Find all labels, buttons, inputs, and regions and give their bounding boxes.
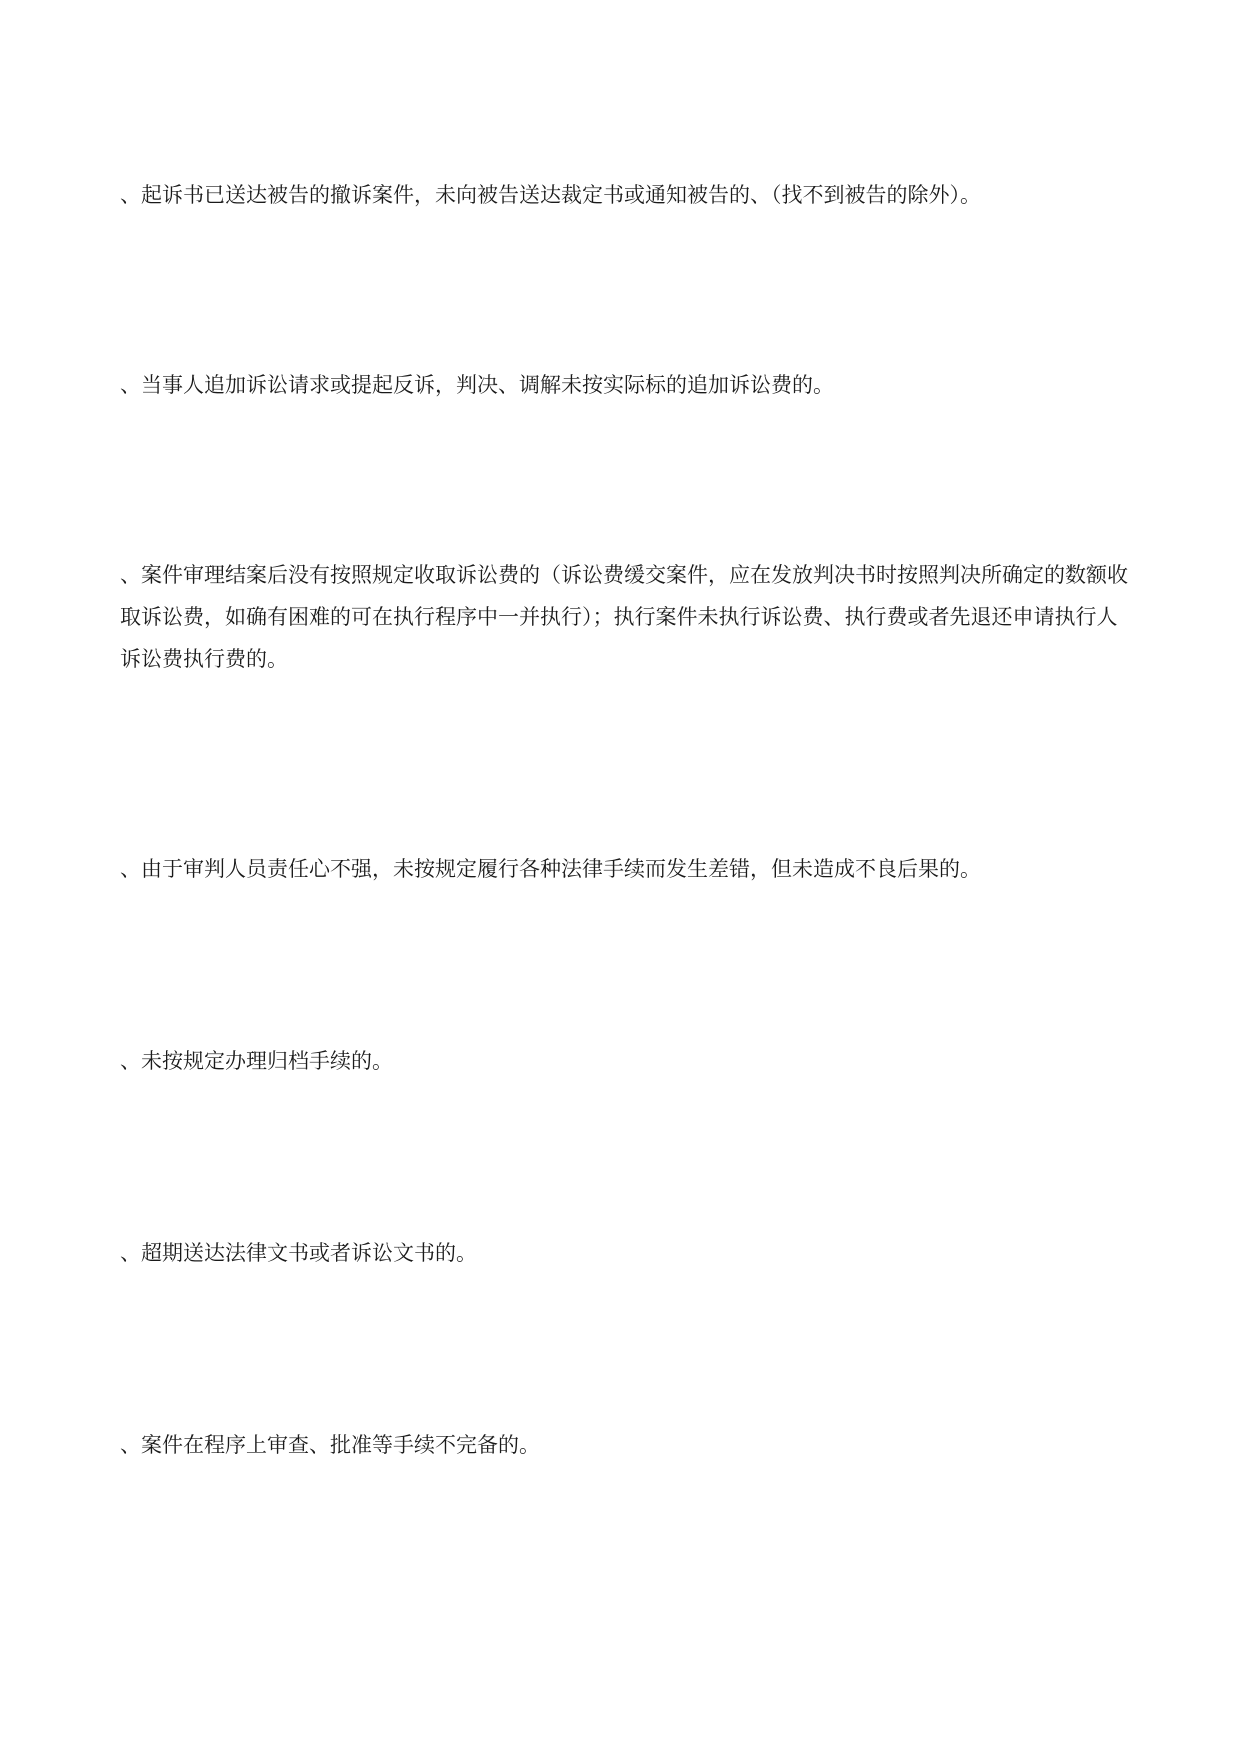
paragraph-2: 、当事人追加诉讼请求或提起反诉，判决、调解未按实际标的追加诉讼费的。	[120, 373, 834, 397]
paragraph-7: 、案件在程序上审查、批准等手续不完备的。	[120, 1433, 540, 1457]
paragraph-1: 、起诉书已送达被告的撤诉案件，未向被告送达裁定书或通知被告的、（找不到被告的除外）。	[120, 183, 981, 207]
paragraph-5: 、未按规定办理归档手续的。	[120, 1049, 393, 1073]
paragraph-4: 、由于审判人员责任心不强，未按规定履行各种法律手续而发生差错，但未造成不良后果的。	[120, 857, 981, 881]
paragraph-6: 、超期送达法律文书或者诉讼文书的。	[120, 1241, 477, 1265]
paragraph-3: 、案件审理结案后没有按照规定收取诉讼费的（诉讼费缓交案件，应在发放判决书时按照判决所确定的数额收取诉讼费，如确有困难的可在执行程序中一并执行）；执行案件未执行诉讼费、执行费或者先退还申请执行人诉讼费执行费的。	[120, 563, 1128, 671]
